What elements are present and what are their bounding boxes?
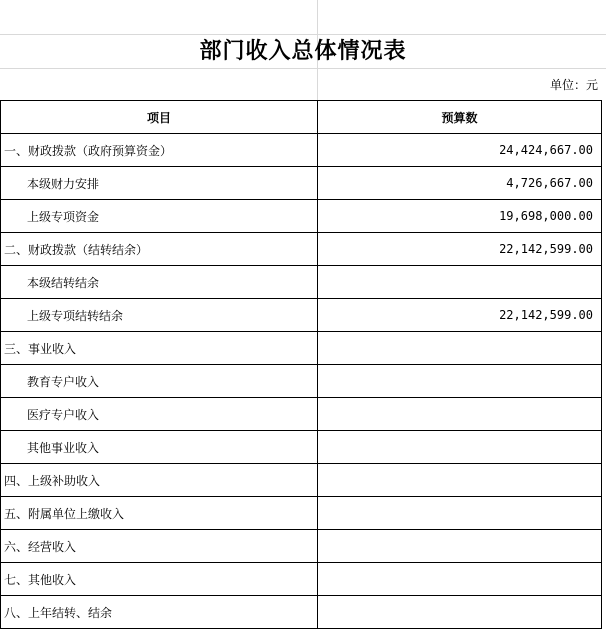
cell-amount[interactable] <box>318 596 602 629</box>
cell-item[interactable]: 三、事业收入 <box>1 332 318 365</box>
cell-item[interactable]: 六、经营收入 <box>1 530 318 563</box>
cell-amount[interactable]: 4,726,667.00 <box>318 167 602 200</box>
cell-item[interactable]: 本级结转结余 <box>1 266 318 299</box>
column-header-item[interactable]: 项目 <box>1 101 318 134</box>
cell-amount[interactable] <box>318 497 602 530</box>
table-row <box>1 266 602 299</box>
cell-amount[interactable] <box>318 563 602 596</box>
table-row <box>1 464 602 497</box>
table-row <box>1 200 602 233</box>
cell-amount[interactable]: 22,142,599.00 <box>318 299 602 332</box>
table-row <box>1 365 602 398</box>
column-header-amount[interactable]: 预算数 <box>318 101 602 134</box>
cell-amount[interactable] <box>318 431 602 464</box>
gridline <box>0 68 606 69</box>
cell-amount[interactable]: 22,142,599.00 <box>318 233 602 266</box>
cell-item[interactable]: 本级财力安排 <box>1 167 318 200</box>
table-row <box>1 332 602 365</box>
cell-item[interactable]: 八、上年结转、结余 <box>1 596 318 629</box>
table-row <box>1 134 602 167</box>
cell-item[interactable]: 五、附属单位上缴收入 <box>1 497 318 530</box>
cell-item[interactable]: 上级专项资金 <box>1 200 318 233</box>
table-row <box>1 167 602 200</box>
cell-item[interactable]: 其他事业收入 <box>1 431 318 464</box>
budget-table <box>0 100 602 629</box>
cell-amount[interactable]: 19,698,000.00 <box>318 200 602 233</box>
cell-amount[interactable] <box>318 530 602 563</box>
table-row <box>1 431 602 464</box>
cell-amount[interactable]: 24,424,667.00 <box>318 134 602 167</box>
table-title: 部门收入总体情况表 <box>199 38 407 64</box>
unit-label: 单位：元 <box>549 78 598 92</box>
cell-item[interactable]: 医疗专户收入 <box>1 398 318 431</box>
cell-item[interactable]: 七、其他收入 <box>1 563 318 596</box>
table-row <box>1 563 602 596</box>
cell-amount[interactable] <box>318 332 602 365</box>
table-row <box>1 299 602 332</box>
table-row <box>1 398 602 431</box>
cell-item[interactable]: 二、财政拨款（结转结余） <box>1 233 318 266</box>
cell-amount[interactable] <box>318 464 602 497</box>
cell-item[interactable]: 教育专户收入 <box>1 365 318 398</box>
cell-item[interactable]: 四、上级补助收入 <box>1 464 318 497</box>
table-row <box>1 596 602 629</box>
table-row <box>1 497 602 530</box>
cell-item[interactable]: 一、财政拨款（政府预算资金） <box>1 134 318 167</box>
table-row <box>1 233 602 266</box>
table-header-row <box>1 101 602 134</box>
cell-amount[interactable] <box>318 398 602 431</box>
table-row <box>1 530 602 563</box>
cell-amount[interactable] <box>318 365 602 398</box>
cell-amount[interactable] <box>318 266 602 299</box>
cell-item[interactable]: 上级专项结转结余 <box>1 299 318 332</box>
